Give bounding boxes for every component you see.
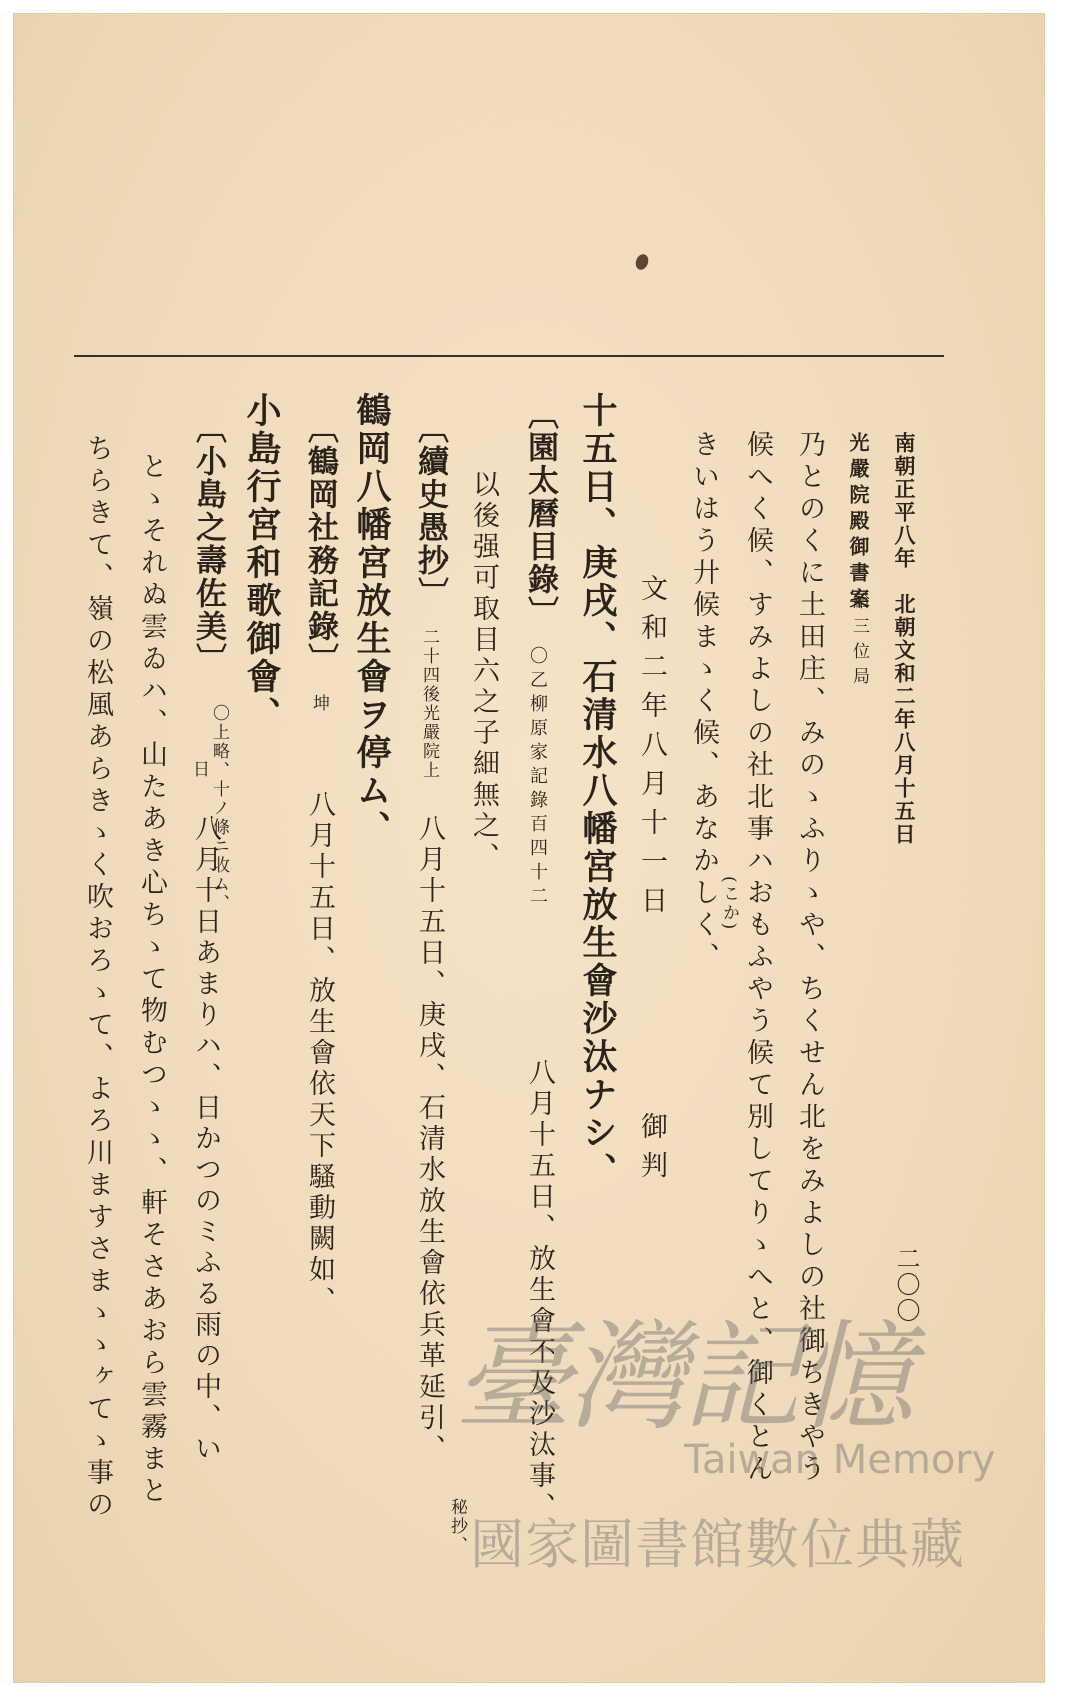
source-zokushigusho-tail: 秘抄、 <box>447 1498 467 1555</box>
entry-heading-tsurugaoka: 鶴岡八幡宮放生會ヲ停ム、 <box>351 392 392 848</box>
letter-line-1: 乃とのくに土田庄、みのゝふりゝや、ちくせん北をみよしの社御ちきやう <box>794 430 825 1486</box>
page-number: 二〇〇 <box>892 1246 920 1324</box>
source-kojima-no-susami: 〔小島之壽佐美〕 <box>190 412 226 676</box>
header-rule <box>74 355 944 357</box>
letter-line-2: 候へく候、すみよしの社北事ハおもふやう候て別してりゝへと、御くとん <box>742 430 773 1486</box>
library-watermark <box>454 1282 1014 1612</box>
entry-heading-kojima: 小島行宮和歌御會、 <box>241 392 282 734</box>
document-heading: 光嚴院殿御書案 <box>846 432 870 614</box>
source-zokushigusho: 〔續史愚抄〕 <box>412 412 448 610</box>
source-kojima-note-day: 日 <box>189 760 209 779</box>
source-zokushigusho-text: 八月十五日、庚戌、石清水放生會依兵革延引、 <box>414 814 445 1465</box>
source-tsurugaoka-shamu: 〔鶴岡社務記錄〕 <box>302 412 338 676</box>
source-entaireki: 〔園太曆目錄〕 <box>522 398 558 629</box>
entaireki-continuation: 以後强可取目六之子細無之、 <box>468 470 499 873</box>
entry-heading-hojoe: 十五日、庚戌、石清水八幡宮放生會沙汰ナシ、 <box>577 392 618 1190</box>
letter-line-3-note: (こか) <box>719 876 739 932</box>
source-kojima-text: 八月十日あまりハ、日かつのミふる雨の中、い <box>190 814 221 1465</box>
watermark-library: 國家圖書館數位典藏 <box>470 1513 965 1576</box>
letter-date: 文和二年八月十一日 <box>636 574 667 925</box>
running-title: 南朝正平八年 北朝文和二年八月十五日 <box>892 432 917 846</box>
watermark-title: 臺灣記憶 <box>454 1308 911 1446</box>
kojima-text-line-2: とゝそれぬ雲ゐハ、山たあき心ちゝて物むつゝゝ、軒そさあおら雲霧まと <box>136 452 167 1508</box>
letter-line-3: きいはう廾候まゝく候、あなかしく、 <box>688 430 719 974</box>
source-kojima-note: 〇上略、十ノ條ニ收ム、 <box>209 704 229 913</box>
heading-note: 給三位局 <box>849 592 869 692</box>
document-page <box>14 14 1044 1682</box>
ink-spot <box>634 252 651 271</box>
source-entaireki-text: 八月十五日、放生會不及沙汰事、 <box>524 1058 555 1523</box>
source-tsurugaoka-note: 坤 <box>309 694 329 713</box>
source-entaireki-note: 〇乙柳原家記錄百四十二 <box>527 646 548 910</box>
kojima-text-line-3: ちらきて、嶺の松風あらきゝく吹おろゝて、よろ川ますさまゝゝヶてゝ事の <box>82 434 113 1522</box>
source-tsurugaoka-text: 八月十五日、放生會依天下騷動闕如、 <box>304 790 335 1317</box>
watermark-english: Taiwan Memory <box>684 1437 996 1483</box>
source-zokushigusho-note: 二十四後光嚴院上 <box>419 628 439 780</box>
letter-signature: 御判 <box>636 1112 667 1190</box>
